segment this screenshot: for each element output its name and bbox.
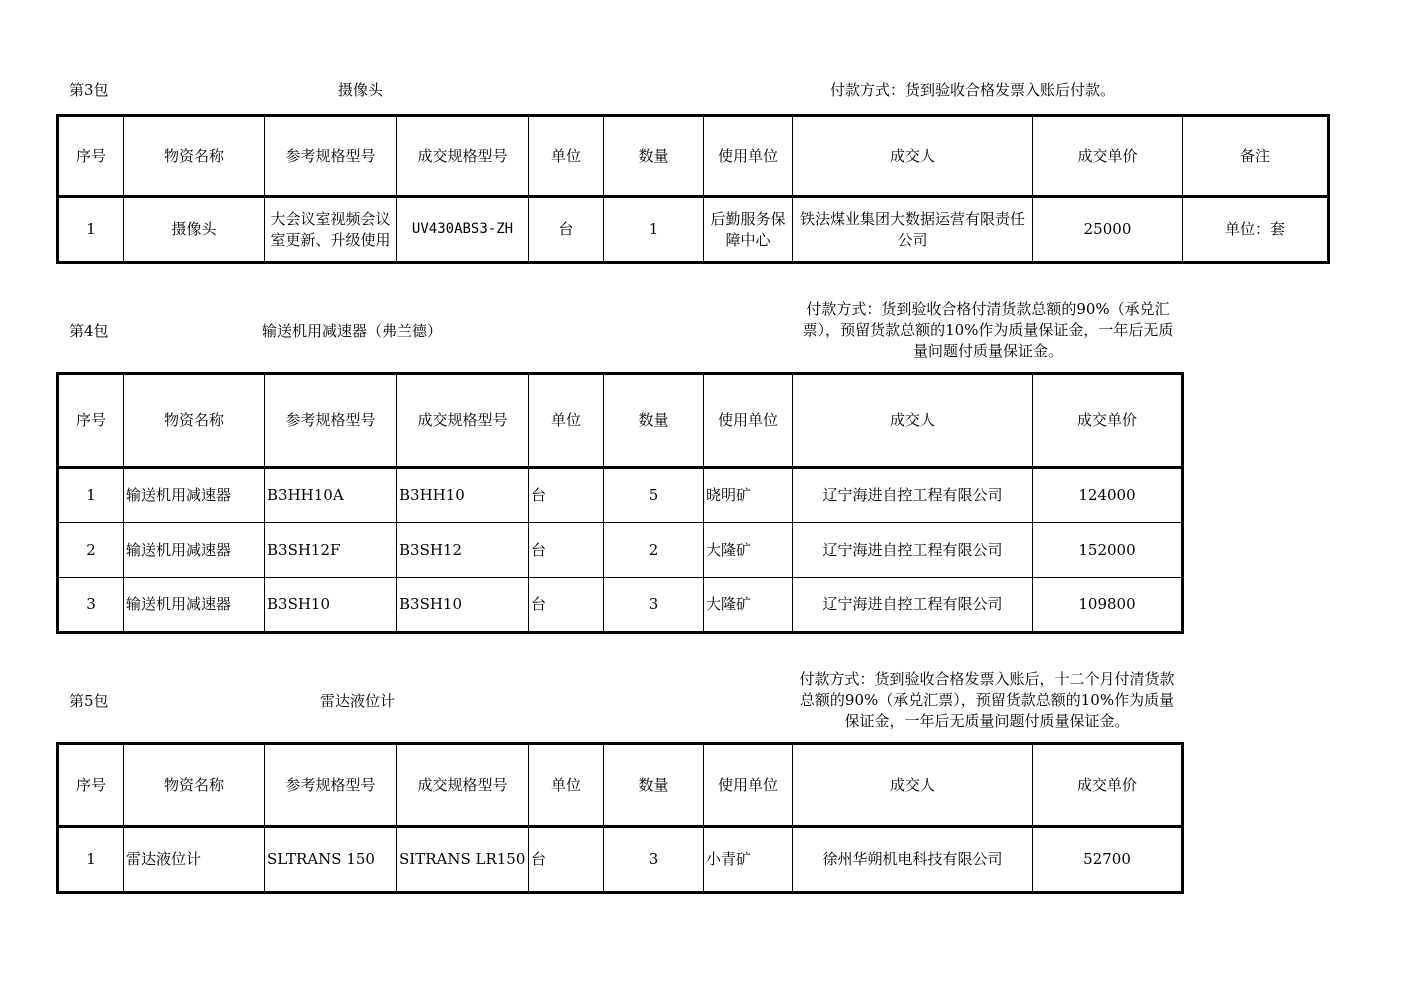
- cell-reference-spec: B3SH10: [265, 578, 397, 633]
- cell-quantity: 3: [604, 827, 704, 893]
- column-header-quantity: 数量: [604, 116, 704, 197]
- cell-reference-spec: SLTRANS 150: [265, 827, 397, 893]
- table-header-row: [58, 374, 1183, 468]
- package-4-name: 输送机用减速器（弗兰德）: [262, 322, 443, 340]
- cell-quantity: 5: [604, 468, 704, 523]
- cell-unit-price: 152000: [1033, 523, 1183, 578]
- cell-quantity: 2: [604, 523, 704, 578]
- column-header-reference-spec: 参考规格型号: [265, 374, 397, 468]
- column-header-reference-spec: 参考规格型号: [265, 116, 397, 197]
- cell-unit-price: 124000: [1033, 468, 1183, 523]
- cell-index: 2: [58, 523, 124, 578]
- cell-supplier: 辽宁海进自控工程有限公司: [793, 578, 1033, 633]
- cell-deal-spec: UV430ABS3-ZH: [397, 197, 529, 263]
- cell-unit: 台: [529, 523, 604, 578]
- cell-unit: 台: [529, 468, 604, 523]
- cell-unit: 台: [529, 827, 604, 893]
- cell-deal-spec: B3SH12: [397, 523, 529, 578]
- package-3-payment-terms: 付款方式：货到验收合格发票入账后付款。: [830, 81, 1116, 99]
- column-header-material-name: 物资名称: [124, 744, 265, 827]
- cell-supplier: 徐州华朔机电科技有限公司: [793, 827, 1033, 893]
- cell-material-name: 摄像头: [124, 197, 265, 263]
- cell-material-name: 雷达液位计: [124, 827, 265, 893]
- cell-user-unit: 晓明矿: [704, 468, 793, 523]
- package-5-name: 雷达液位计: [320, 692, 396, 710]
- cell-supplier: 辽宁海进自控工程有限公司: [793, 468, 1033, 523]
- column-header-material-name: 物资名称: [124, 116, 265, 197]
- cell-unit: 台: [529, 197, 604, 263]
- column-header-deal-spec: 成交规格型号: [397, 374, 529, 468]
- table-header-row: [58, 744, 1183, 827]
- column-header-user-unit: 使用单位: [704, 744, 793, 827]
- cell-supplier: 铁法煤业集团大数据运营有限责任公司: [793, 197, 1033, 263]
- column-header-supplier: 成交人: [793, 374, 1033, 468]
- column-header-remarks: 备注: [1183, 116, 1329, 197]
- table-row: [58, 523, 1183, 578]
- column-header-index: 序号: [58, 744, 124, 827]
- cell-user-unit: 后勤服务保障中心: [704, 197, 793, 263]
- column-header-unit: 单位: [529, 744, 604, 827]
- cell-index: 1: [58, 197, 124, 263]
- cell-quantity: 1: [604, 197, 704, 263]
- cell-user-unit: 大隆矿: [704, 578, 793, 633]
- cell-reference-spec: 大会议室视频会议室更新、升级使用: [265, 197, 397, 263]
- column-header-quantity: 数量: [604, 744, 704, 827]
- package-4-table: [56, 372, 1184, 634]
- cell-user-unit: 大隆矿: [704, 523, 793, 578]
- cell-material-name: 输送机用减速器: [124, 523, 265, 578]
- package-4-payment-terms: 付款方式：货到验收合格付清货款总额的90%（承兑汇票），预留货款总额的10%作为质量保证金，一年后无质量问题付质量保证金。: [802, 300, 1174, 360]
- column-header-unit-price: 成交单价: [1033, 116, 1183, 197]
- cell-unit-price: 109800: [1033, 578, 1183, 633]
- column-header-supplier: 成交人: [793, 116, 1033, 197]
- cell-unit-price: 25000: [1033, 197, 1183, 263]
- cell-unit: 台: [529, 578, 604, 633]
- cell-deal-spec: SITRANS LR150: [397, 827, 529, 893]
- cell-unit-price: 52700: [1033, 827, 1183, 893]
- cell-supplier: 辽宁海进自控工程有限公司: [793, 523, 1033, 578]
- cell-deal-spec: B3SH10: [397, 578, 529, 633]
- package-5-payment-terms: 付款方式：货到验收合格发票入账后，十二个月付清货款总额的90%（承兑汇票），预留货款总额的10%作为质量保证金，一年后无质量问题付质量保证金。: [799, 670, 1175, 730]
- column-header-user-unit: 使用单位: [704, 374, 793, 468]
- table-header-row: [58, 116, 1329, 197]
- package-5-table: [56, 742, 1184, 894]
- column-header-unit: 单位: [529, 374, 604, 468]
- cell-material-name: 输送机用减速器: [124, 578, 265, 633]
- column-header-unit-price: 成交单价: [1033, 374, 1183, 468]
- package-3-table: [56, 114, 1330, 264]
- column-header-index: 序号: [58, 116, 124, 197]
- table-row: [58, 578, 1183, 633]
- column-header-material-name: 物资名称: [124, 374, 265, 468]
- cell-remarks: 单位：套: [1183, 197, 1329, 263]
- cell-index: 3: [58, 578, 124, 633]
- column-header-user-unit: 使用单位: [704, 116, 793, 197]
- cell-quantity: 3: [604, 578, 704, 633]
- column-header-supplier: 成交人: [793, 744, 1033, 827]
- package-5-label: 第5包: [69, 692, 109, 710]
- cell-user-unit: 小青矿: [704, 827, 793, 893]
- column-header-reference-spec: 参考规格型号: [265, 744, 397, 827]
- package-3-name: 摄像头: [338, 81, 384, 99]
- package-4-label: 第4包: [69, 322, 109, 340]
- table-row: [58, 468, 1183, 523]
- column-header-deal-spec: 成交规格型号: [397, 744, 529, 827]
- cell-deal-spec: B3HH10: [397, 468, 529, 523]
- cell-reference-spec: B3SH12F: [265, 523, 397, 578]
- column-header-deal-spec: 成交规格型号: [397, 116, 529, 197]
- cell-index: 1: [58, 827, 124, 893]
- column-header-index: 序号: [58, 374, 124, 468]
- table-row: [58, 827, 1183, 893]
- package-3-label: 第3包: [69, 81, 109, 99]
- cell-index: 1: [58, 468, 124, 523]
- column-header-unit-price: 成交单价: [1033, 744, 1183, 827]
- cell-reference-spec: B3HH10A: [265, 468, 397, 523]
- column-header-unit: 单位: [529, 116, 604, 197]
- column-header-quantity: 数量: [604, 374, 704, 468]
- table-row: [58, 197, 1329, 263]
- cell-material-name: 输送机用减速器: [124, 468, 265, 523]
